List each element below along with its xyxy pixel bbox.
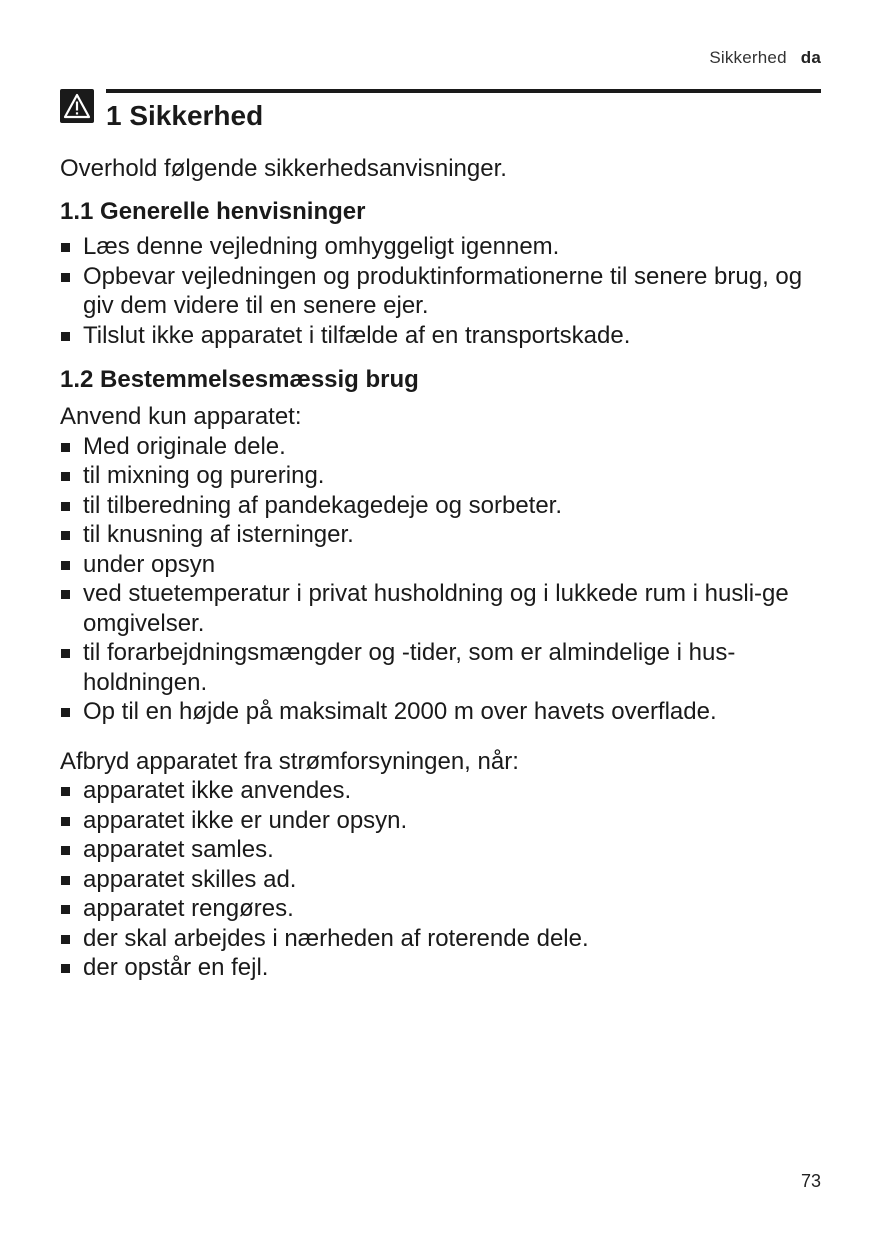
chapter-title: 1 Sikkerhed bbox=[106, 100, 264, 131]
list-item: apparatet ikke er under opsyn. bbox=[60, 806, 825, 836]
list-item: Tilslut ikke apparatet i tilfælde af en transportskade. bbox=[60, 321, 825, 351]
list-item: til knusning af isterninger. bbox=[60, 520, 825, 550]
list-item: Op til en højde på maksimalt 2000 m over havets overflade. bbox=[60, 697, 825, 727]
warning-triangle-icon bbox=[60, 89, 94, 123]
section-title-general: 1.1 Generelle henvisninger bbox=[60, 198, 366, 225]
list-item: der skal arbejdes i nærheden af roterende dele. bbox=[60, 924, 825, 954]
language-code: da bbox=[800, 48, 821, 67]
list-item: Læs denne vejledning omhyggeligt igennem. bbox=[60, 232, 825, 262]
running-header bbox=[709, 48, 821, 68]
intended-use-list bbox=[60, 432, 825, 727]
section-title-intended-use: 1.2 Bestemmelsesmæssig brug bbox=[60, 366, 419, 393]
page-content bbox=[60, 150, 825, 983]
list-item: der opstår en fejl. bbox=[60, 953, 825, 983]
list-item: Med originale dele. bbox=[60, 432, 825, 462]
disconnect-list bbox=[60, 776, 825, 983]
chapter-rule bbox=[106, 89, 821, 93]
disconnect-intro: Afbryd apparatet fra strømforsyningen, når: bbox=[60, 747, 519, 775]
list-item: ved stuetemperatur i privat husholdning og i lukkede rum i husli-ge omgivelser. bbox=[60, 579, 825, 638]
general-notes-list bbox=[60, 232, 825, 350]
use-intro: Anvend kun apparatet: bbox=[60, 403, 302, 430]
list-item: apparatet rengøres. bbox=[60, 894, 825, 924]
list-item: apparatet samles. bbox=[60, 835, 825, 865]
list-item: under opsyn bbox=[60, 550, 825, 580]
list-item: til tilberedning af pandekagedeje og sorbeter. bbox=[60, 491, 825, 521]
list-item: til forarbejdningsmængder og -tider, som er almindelige i hus-holdningen. bbox=[60, 638, 825, 697]
list-item: apparatet ikke anvendes. bbox=[60, 776, 825, 806]
chapter-intro: Overhold følgende sikkerhedsanvisninger. bbox=[60, 155, 507, 182]
running-header-section: Sikkerhed bbox=[709, 48, 787, 67]
list-item: Opbevar vejledningen og produktinformationerne til senere brug, og giv dem videre til en senere ejer. bbox=[60, 262, 825, 321]
list-item: apparatet skilles ad. bbox=[60, 865, 825, 895]
page-number: 73 bbox=[800, 1171, 821, 1191]
list-item: til mixning og purering. bbox=[60, 461, 825, 491]
